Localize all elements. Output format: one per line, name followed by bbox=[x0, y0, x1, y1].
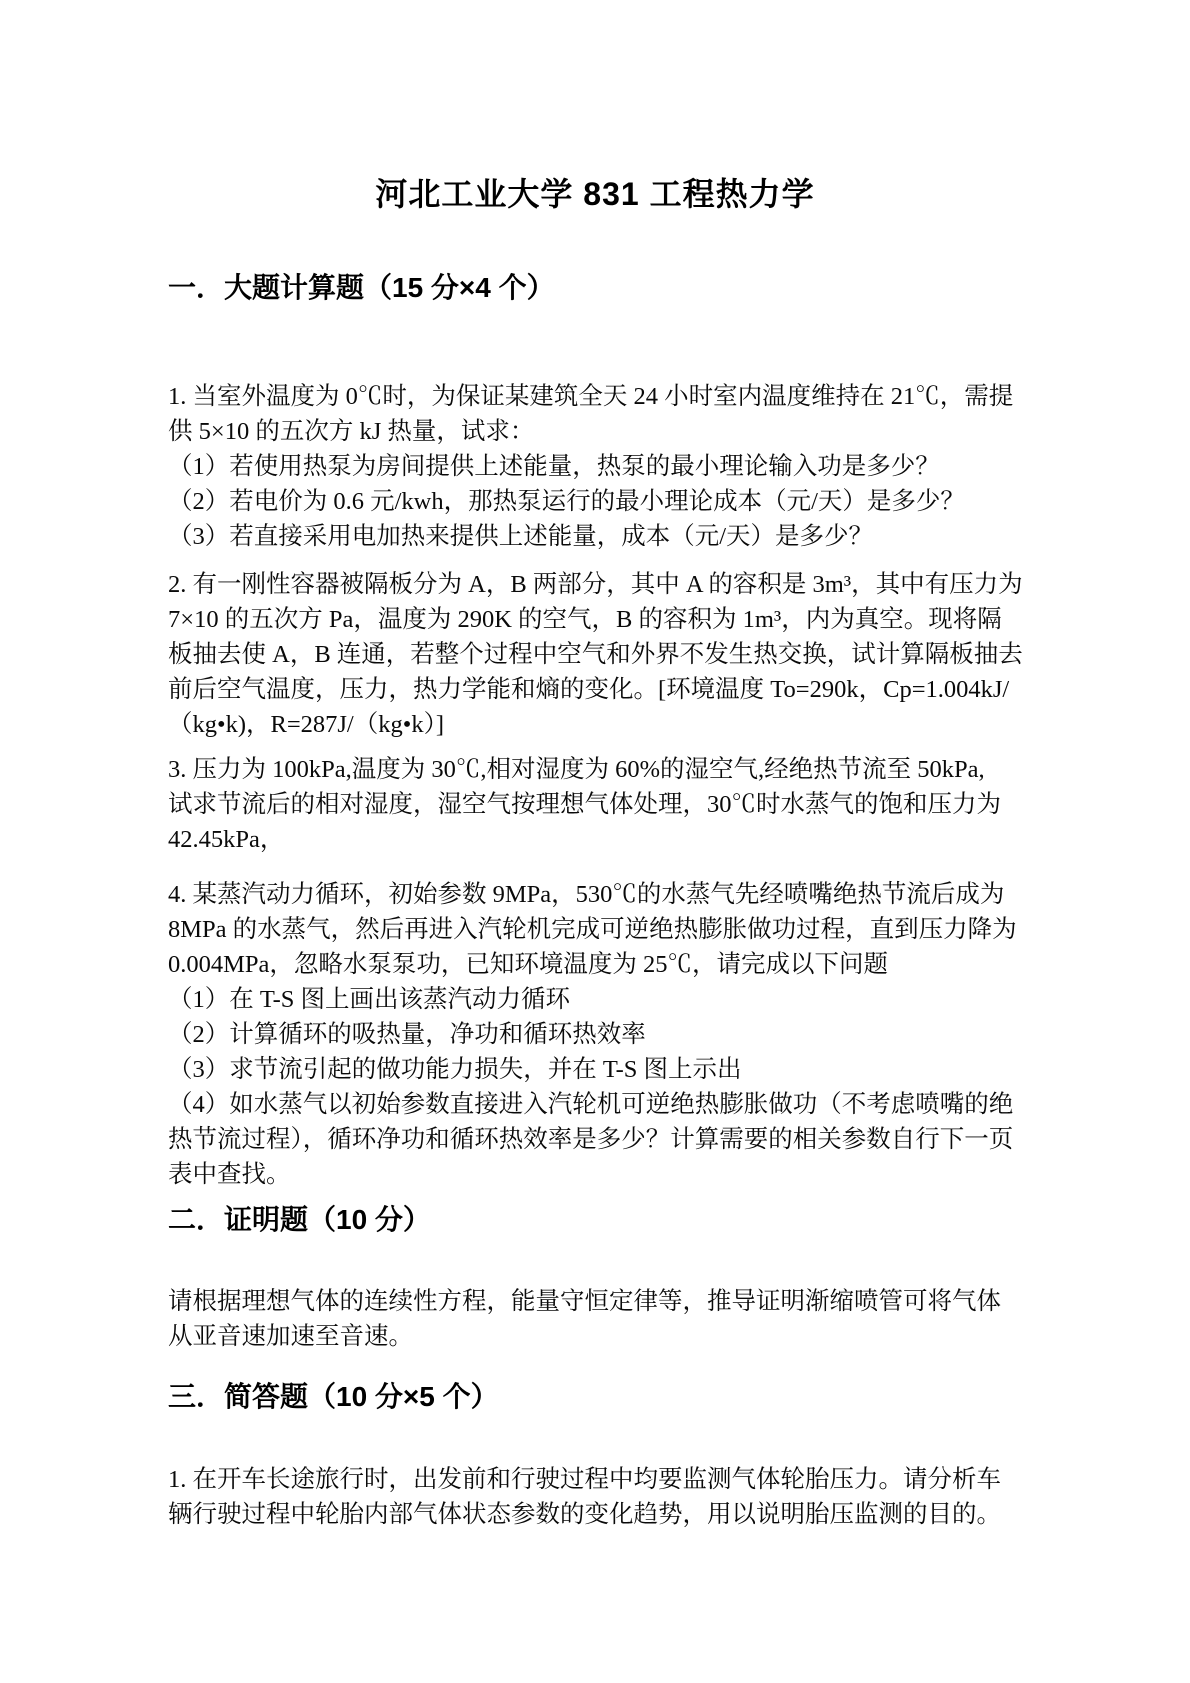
section-2-heading: 二．证明题（10 分） bbox=[168, 1204, 431, 1235]
text-line: （4）如水蒸气以初始参数直接进入汽轮机可逆绝热膨胀做功（不考虑喷嘴的绝 bbox=[168, 1091, 1014, 1118]
text-line: 3. 压力为 100kPa,温度为 30℃,相对湿度为 60%的湿空气,经绝热节流至 50kPa, bbox=[168, 756, 985, 783]
text-line: 2. 有一刚性容器被隔板分为 A，B 两部分，其中 A 的容积是 3m³，其中有压力为 bbox=[168, 571, 1023, 598]
text-line: 1. 在开车长途旅行时，出发前和行驶过程中均要监测气体轮胎压力。请分析车 bbox=[168, 1466, 1001, 1493]
text-line: （1）若使用热泵为房间提供上述能量，热泵的最小理论输入功是多少？ bbox=[168, 453, 940, 480]
text-line: 请根据理想气体的连续性方程，能量守恒定律等，推导证明渐缩喷管可将气体 bbox=[168, 1288, 1001, 1315]
text-line: （2）计算循环的吸热量，净功和循环热效率 bbox=[168, 1021, 646, 1048]
question-1 bbox=[168, 379, 1038, 554]
text-line: （1）在 T-S 图上画出该蒸汽动力循环 bbox=[168, 986, 570, 1013]
text-line: （2）若电价为 0.6 元/kwh，那热泵运行的最小理论成本（元/天）是多少？ bbox=[168, 488, 965, 515]
section-2-question bbox=[168, 1284, 1038, 1354]
text-line: 0.004MPa，忽略水泵泵功，已知环境温度为 25℃，请完成以下问题 bbox=[168, 951, 889, 978]
text-line: 1. 当室外温度为 0℃时，为保证某建筑全天 24 小时室内温度维持在 21℃，需提 bbox=[168, 383, 1014, 410]
text-line: 8MPa 的水蒸气，然后再进入汽轮机完成可逆绝热膨胀做功过程，直到压力降为 bbox=[168, 916, 1017, 943]
text-line: （kg•k)，R=287J/（kg•k）] bbox=[168, 711, 444, 738]
section-1-heading: 一．大题计算题（15 分×4 个） bbox=[168, 272, 555, 303]
text-line: 42.45kPa， bbox=[168, 826, 285, 853]
text-line: 4. 某蒸汽动力循环，初始参数 9MPa，530℃的水蒸气先经喷嘴绝热节流后成为 bbox=[168, 881, 1005, 908]
text-line: 热节流过程），循环净功和循环热效率是多少？计算需要的相关参数自行下一页 bbox=[168, 1126, 1014, 1153]
text-line: （3）若直接采用电加热来提供上述能量，成本（元/天）是多少？ bbox=[168, 523, 874, 550]
text-line: 板抽去使 A，B 连通，若整个过程中空气和外界不发生热交换，试计算隔板抽去 bbox=[168, 641, 1023, 668]
text-line: 从亚音速加速至音速。 bbox=[168, 1323, 413, 1350]
question-4 bbox=[168, 877, 1038, 1192]
text-line: 7×10 的五次方 Pa，温度为 290K 的空气，B 的容积为 1m³，内为真空。现将隔 bbox=[168, 606, 1002, 633]
text-line: 辆行驶过程中轮胎内部气体状态参数的变化趋势，用以说明胎压监测的目的。 bbox=[168, 1501, 1001, 1528]
text-line: 供 5×10 的五次方 kJ 热量，试求： bbox=[168, 418, 535, 445]
text-line: 试求节流后的相对湿度，湿空气按理想气体处理，30℃时水蒸气的饱和压力为 bbox=[168, 791, 1001, 818]
question-2 bbox=[168, 567, 1038, 742]
section-3-question-1 bbox=[168, 1462, 1038, 1532]
text-line: 表中查找。 bbox=[168, 1161, 291, 1188]
text-line: （3）求节流引起的做功能力损失，并在 T-S 图上示出 bbox=[168, 1056, 742, 1083]
document-title: 河北工业大学 831 工程热力学 bbox=[375, 176, 815, 212]
text-line: 前后空气温度，压力，热力学能和熵的变化。[环境温度 To=290k，Cp=1.004kJ/ bbox=[168, 676, 1010, 703]
question-3 bbox=[168, 752, 1038, 857]
section-3-heading: 三．简答题（10 分×5 个） bbox=[168, 1381, 499, 1412]
